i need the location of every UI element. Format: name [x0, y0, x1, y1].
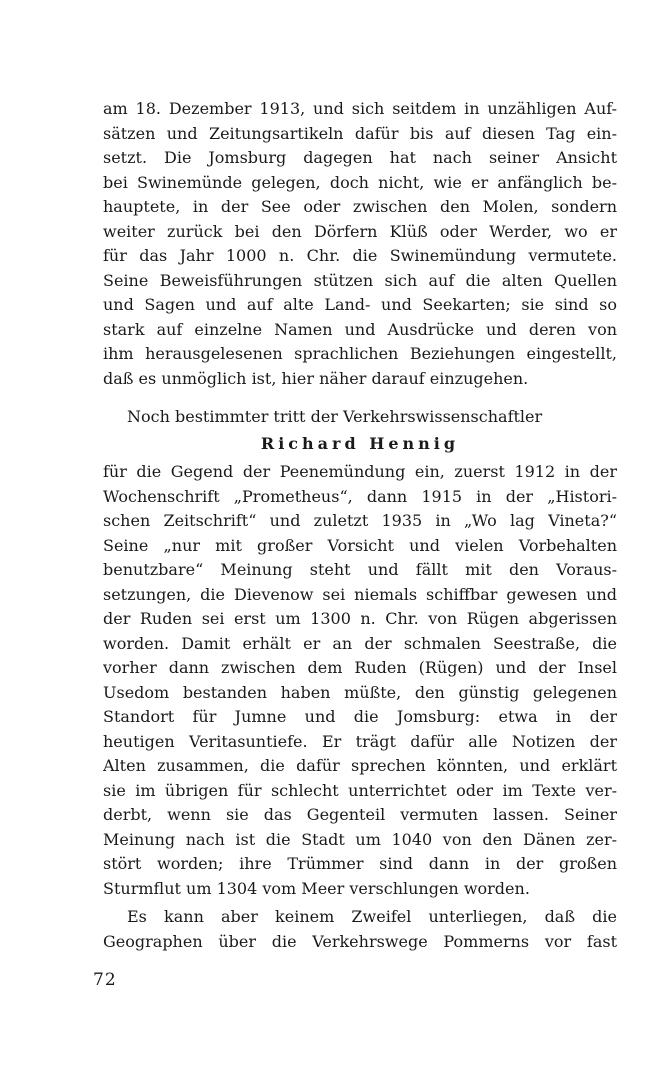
text-line: Seine Beweisführungen stützen sich auf die alten Quellen [103, 270, 617, 290]
text-line: Wochenschrift „Prometheus“, dann 1915 in der „Histori- [103, 486, 617, 506]
text-line: für die Gegend der Peenemündung ein, zuerst 1912 in der [103, 462, 617, 481]
text-line: heutigen Veritasuntiefe. Er trägt dafür alle Notizen der [103, 731, 617, 751]
person-name-heading [103, 432, 617, 457]
text-line: und Sagen und auf alte Land- und Seekarten; sie sind so [103, 295, 617, 314]
text-line: derbt, wenn sie das Gegenteil vermuten lassen. Seiner [103, 805, 617, 824]
text-line: setzungen, die Dievenow sei niemals schiffbar gewesen und [103, 584, 617, 604]
text-line: Es kann aber keinem Zweifel unterliegen, daß die [127, 907, 617, 926]
text-line: stört worden; ihre Trümmer sind dann in der großen [103, 854, 617, 873]
text-line: bei Swinemünde gelegen, doch nicht, wie er anfänglich be- [103, 172, 617, 192]
paragraph-1 [103, 97, 617, 391]
text-line: Noch bestimmter tritt der Verkehrswissenschaftler [127, 407, 543, 426]
text-line: hauptete, in der See oder zwischen den Molen, sondern [103, 197, 617, 216]
text-line: Usedom bestanden haben müßte, den günstig gelegenen [103, 682, 617, 702]
paragraph-2 [103, 460, 617, 901]
text-line: für das Jahr 1000 n. Chr. die Swinemündung vermutete. [103, 246, 617, 265]
text-line: Sturmflut um 1304 vom Meer verschlungen worden. [103, 878, 530, 898]
text-line: der Ruden sei erst um 1300 n. Chr. von Rügen abgerissen [103, 609, 617, 628]
text-line: Standort für Jumne und die Jomsburg: etwa in der [103, 707, 617, 726]
text-line: sätzen und Zeitungsartikeln dafür bis auf diesen Tag ein- [103, 123, 617, 143]
text-line: daß es unmöglich ist, hier näher darauf einzugehen. [103, 368, 529, 388]
text-line: ihm herausgelesenen sprachlichen Beziehungen eingestellt, [103, 344, 617, 363]
text-line: weiter zurück bei den Dörfern Klüß oder Werder, wo er [103, 221, 617, 241]
text-line: schen Zeitschrift“ und zuletzt 1935 in „Wo lag Vineta?“ [103, 511, 617, 530]
paragraph-2-lead [103, 405, 617, 430]
text-line: Alten zusammen, die dafür sprechen könnten, und erklärt [103, 756, 617, 775]
page-number: 72 [93, 970, 117, 990]
text-line: benutzbare“ Meinung steht und fällt mit den Voraus- [103, 560, 617, 579]
paragraph-3 [103, 905, 617, 954]
text-line: am 18. Dezember 1913, und sich seitdem in unzähligen Auf- [103, 99, 617, 118]
text-line: Richard Hennig [260, 434, 460, 453]
text-line: sie im übrigen für schlecht unterrichtet oder im Texte ver- [103, 780, 617, 800]
text-line: Geographen über die Verkehrswege Pommerns vor fast [103, 931, 617, 951]
text-line: stark auf einzelne Namen und Ausdrücke und deren von [103, 319, 617, 339]
text-line: worden. Damit erhält er an der schmalen Seestraße, die [103, 633, 617, 653]
text-line: Meinung nach ist die Stadt um 1040 von den Dänen zer- [103, 829, 617, 849]
text-line: Seine „nur mit großer Vorsicht und vielen Vorbehalten [103, 535, 617, 555]
text-line: vorher dann zwischen dem Ruden (Rügen) und der Insel [103, 658, 617, 677]
text-line: setzt. Die Jomsburg dagegen hat nach seiner Ansicht [103, 148, 617, 167]
